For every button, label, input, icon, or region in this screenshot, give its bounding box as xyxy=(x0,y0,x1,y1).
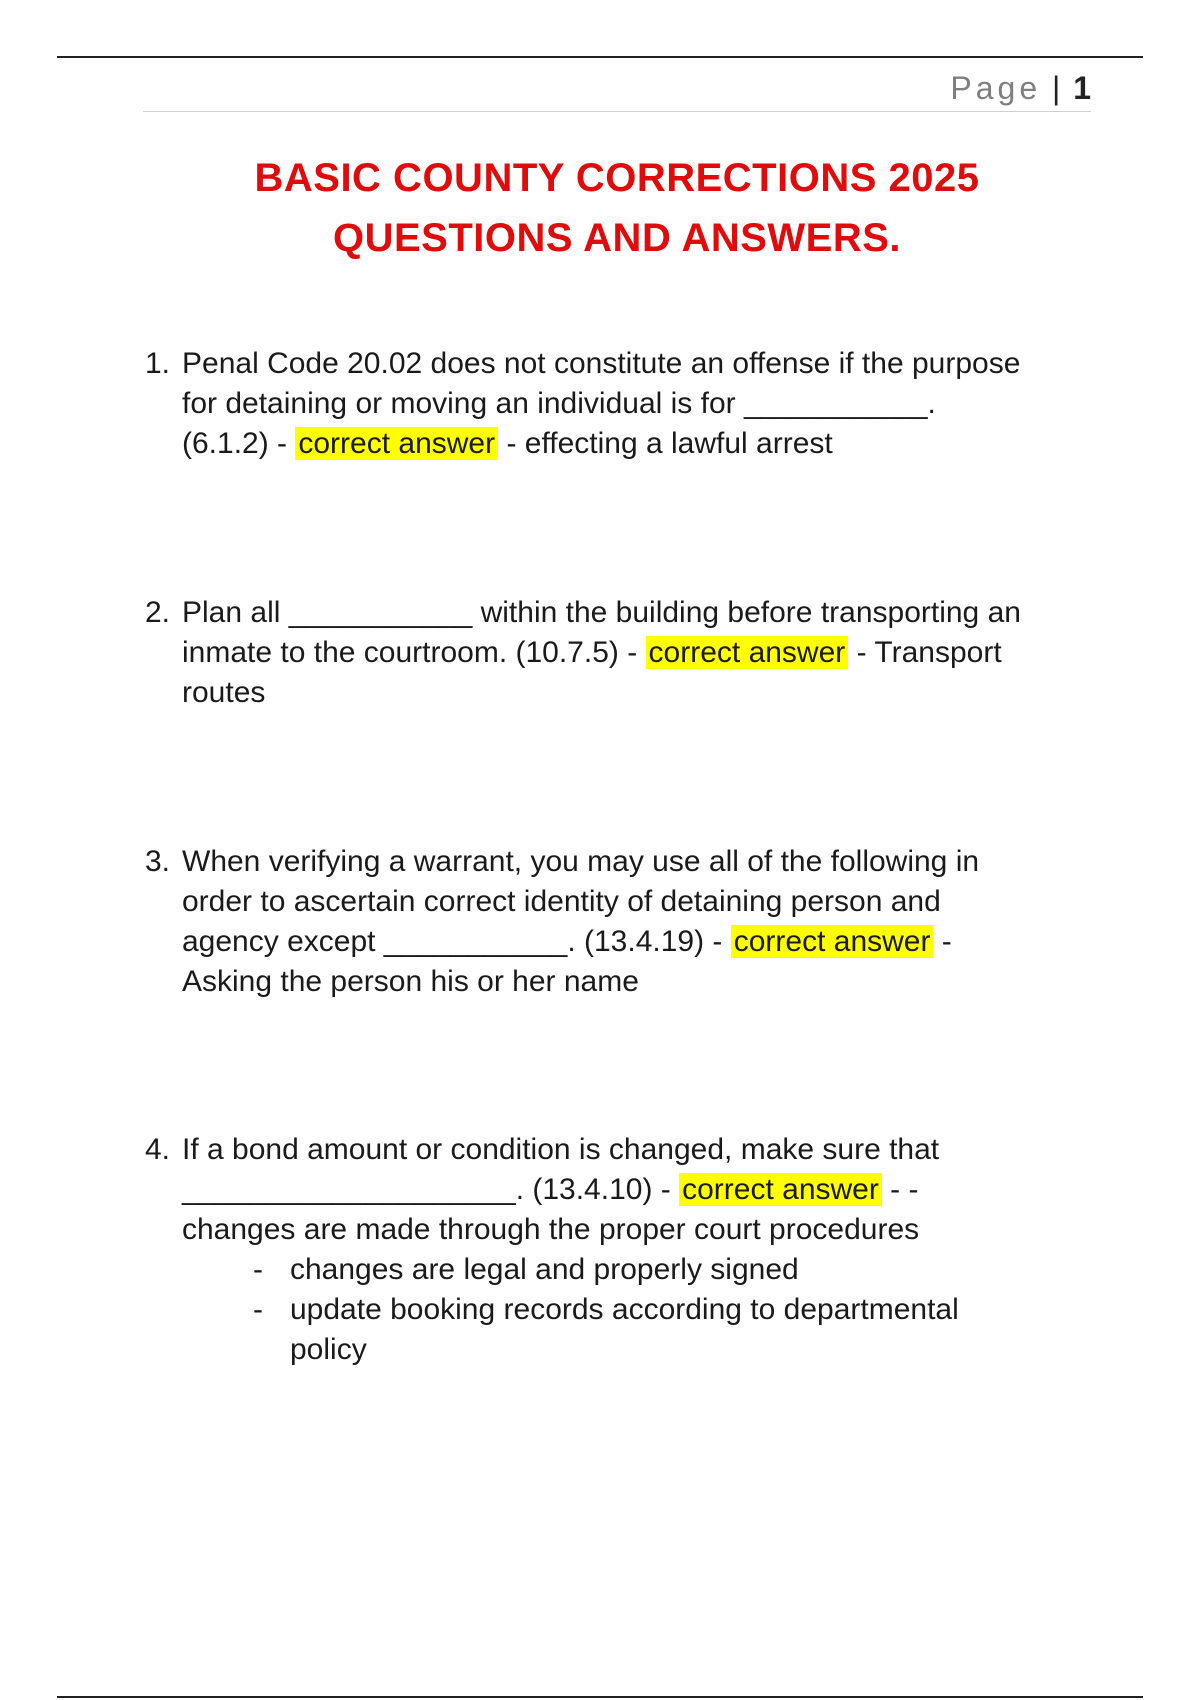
correct-answer-highlight: correct answer xyxy=(646,636,849,669)
question-3 xyxy=(145,842,1090,1002)
top-rule xyxy=(57,56,1143,58)
page-header xyxy=(143,66,1091,112)
question-number: 1. xyxy=(145,347,171,380)
answer-text-continued: routes xyxy=(182,676,266,709)
question-text-line: If a bond amount or condition is changed, make sure that xyxy=(182,1133,940,1166)
page-label: Page xyxy=(950,70,1042,106)
answer-bullet xyxy=(145,1290,1090,1330)
bullet-text: update booking records according to departmental xyxy=(290,1293,959,1326)
question-number: 4. xyxy=(145,1133,171,1166)
question-number: 3. xyxy=(145,845,171,878)
answer-line xyxy=(145,633,1090,673)
answer-reference: (6.1.2) - xyxy=(182,427,296,460)
answer-bullet xyxy=(145,1250,1090,1290)
answer-reference: inmate to the courtroom. (10.7.5) - xyxy=(182,636,646,669)
bullet-dash: - xyxy=(253,1253,263,1286)
answer-line xyxy=(145,1170,1090,1210)
answer-text: - xyxy=(933,925,952,958)
page-number: 1 xyxy=(1073,70,1091,106)
answer-text: - - xyxy=(881,1173,919,1206)
answer-line xyxy=(145,424,1090,464)
question-text-line: order to ascertain correct identity of detaining person and xyxy=(182,885,941,918)
bullet-text: changes are legal and properly signed xyxy=(290,1253,799,1286)
answer-text-continued: Asking the person his or her name xyxy=(182,965,639,998)
question-text-line: When verifying a warrant, you may use all of the following in xyxy=(182,845,980,878)
answer-text: - Transport xyxy=(848,636,1002,669)
page-separator: | xyxy=(1052,70,1061,106)
title-line-1: BASIC COUNTY CORRECTIONS 2025 xyxy=(254,156,980,200)
correct-answer-highlight: correct answer xyxy=(731,925,934,958)
answer-line xyxy=(145,922,1090,962)
question-text-line: Plan all ___________ within the building before transporting an xyxy=(182,596,1021,629)
correct-answer-highlight: correct answer xyxy=(679,1173,882,1206)
question-4 xyxy=(145,1130,1090,1370)
answer-reference: ____________________. (13.4.10) - xyxy=(182,1173,680,1206)
title-line-2: QUESTIONS AND ANSWERS. xyxy=(332,216,902,260)
correct-answer-highlight: correct answer xyxy=(295,427,498,460)
bullet-continuation: policy xyxy=(290,1333,367,1366)
answer-text: - effecting a lawful arrest xyxy=(498,427,833,460)
document-title xyxy=(130,148,1104,268)
answer-text-continued: changes are made through the proper court procedures xyxy=(182,1213,920,1246)
question-text-line: Penal Code 20.02 does not constitute an offense if the purpose xyxy=(182,347,1021,380)
bottom-rule xyxy=(57,1696,1143,1698)
question-1 xyxy=(145,344,1090,464)
bullet-dash: - xyxy=(253,1293,263,1326)
answer-reference: agency except ___________. (13.4.19) - xyxy=(182,925,731,958)
question-text-line: for detaining or moving an individual is for ___________. xyxy=(182,387,936,420)
question-2 xyxy=(145,593,1090,713)
question-number: 2. xyxy=(145,596,171,629)
